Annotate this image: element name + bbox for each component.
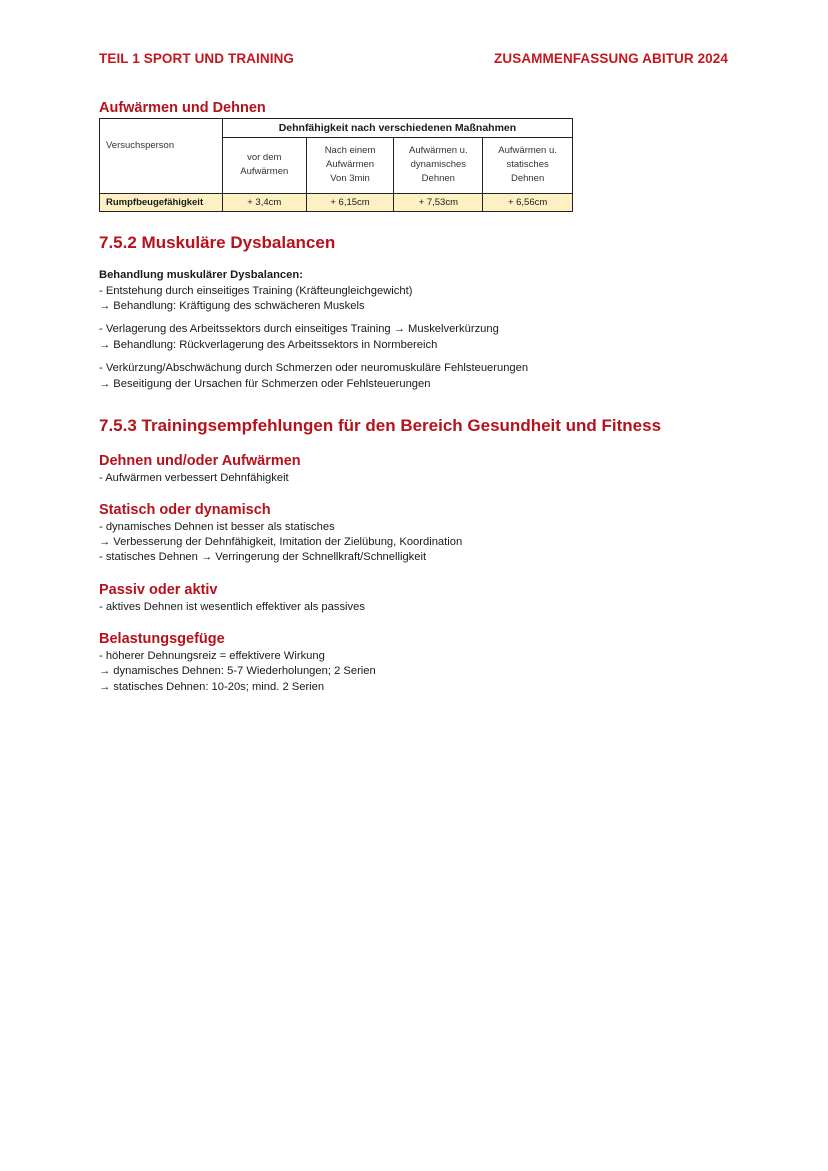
table-corner-label: Versuchsperson [100,138,223,194]
text-line: - Aufwärmen verbessert Dehnfähigkeit [99,472,289,484]
subsection-title: Belastungsgefüge [99,631,225,647]
section-title-753: 7.5.3 Trainingsempfehlungen für den Bereich Gesundheit und Fitness [99,416,662,435]
table-cell: + 6,15cm [306,193,394,211]
text-line: → Behandlung: Rückverlagerung des Arbeitssektors in Normbereich [99,339,438,351]
header-left: TEIL 1 SPORT UND TRAINING [99,51,295,66]
table-column-header: Aufwärmen u. statisches Dehnen [483,138,573,194]
text-line: → Behandlung: Kräftigung des schwächeren Muskels [99,300,365,312]
text-line: → dynamisches Dehnen: 5-7 Wiederholungen; 2 Serien [99,665,376,677]
text-line: → statisches Dehnen: 10-20s; mind. 2 Serien [99,681,325,693]
table-cell: + 6,56cm [483,193,573,211]
table-cell: + 3,4cm [222,193,306,211]
table-cell: + 7,53cm [394,193,483,211]
header-right: ZUSAMMENFASSUNG ABITUR 2024 [494,51,728,66]
dehnfaehigkeit-table [99,118,573,212]
table-row-label: Rumpfbeugefähigkeit [100,193,223,211]
subsection-title: Passiv oder aktiv [99,582,218,598]
section-title-aufwaermen: Aufwärmen und Dehnen [99,100,266,116]
page-header [99,51,728,69]
table-top-header: Dehnfähigkeit nach verschiedenen Maßnahmen [222,119,572,138]
text-line: - Verkürzung/Abschwächung durch Schmerzen oder neuromuskuläre Fehlsteuerungen [99,362,529,374]
table-row [100,193,573,211]
table-column-header: vor dem Aufwärmen [222,138,306,194]
text-line: - statisches Dehnen → Verringerung der Schnellkraft/Schnelligkeit [99,551,427,563]
section-title-752: 7.5.2 Muskuläre Dysbalancen [99,233,336,252]
text-line: - Verlagerung des Arbeitssektors durch einseitiges Training → Muskelverkürzung [99,323,499,335]
text-line: - höherer Dehnungsreiz = effektivere Wirkung [99,650,325,662]
subheading-dysbalancen: Behandlung muskulärer Dysbalancen: [99,269,303,281]
table-column-header: Nach einem Aufwärmen Von 3min [306,138,394,194]
subsection-title: Statisch oder dynamisch [99,502,271,518]
text-line: → Beseitigung der Ursachen für Schmerzen oder Fehlsteuerungen [99,378,431,390]
text-line: - dynamisches Dehnen ist besser als statisches [99,521,335,533]
table-corner-top [100,119,223,138]
text-line: → Verbesserung der Dehnfähigkeit, Imitation der Zielübung, Koordination [99,536,463,548]
text-line: - Entstehung durch einseitiges Training (Kräfteungleichgewicht) [99,285,413,297]
subsection-title: Dehnen und/oder Aufwärmen [99,453,301,469]
table-column-header: Aufwärmen u. dynamisches Dehnen [394,138,483,194]
text-line: - aktives Dehnen ist wesentlich effektiver als passives [99,601,365,613]
